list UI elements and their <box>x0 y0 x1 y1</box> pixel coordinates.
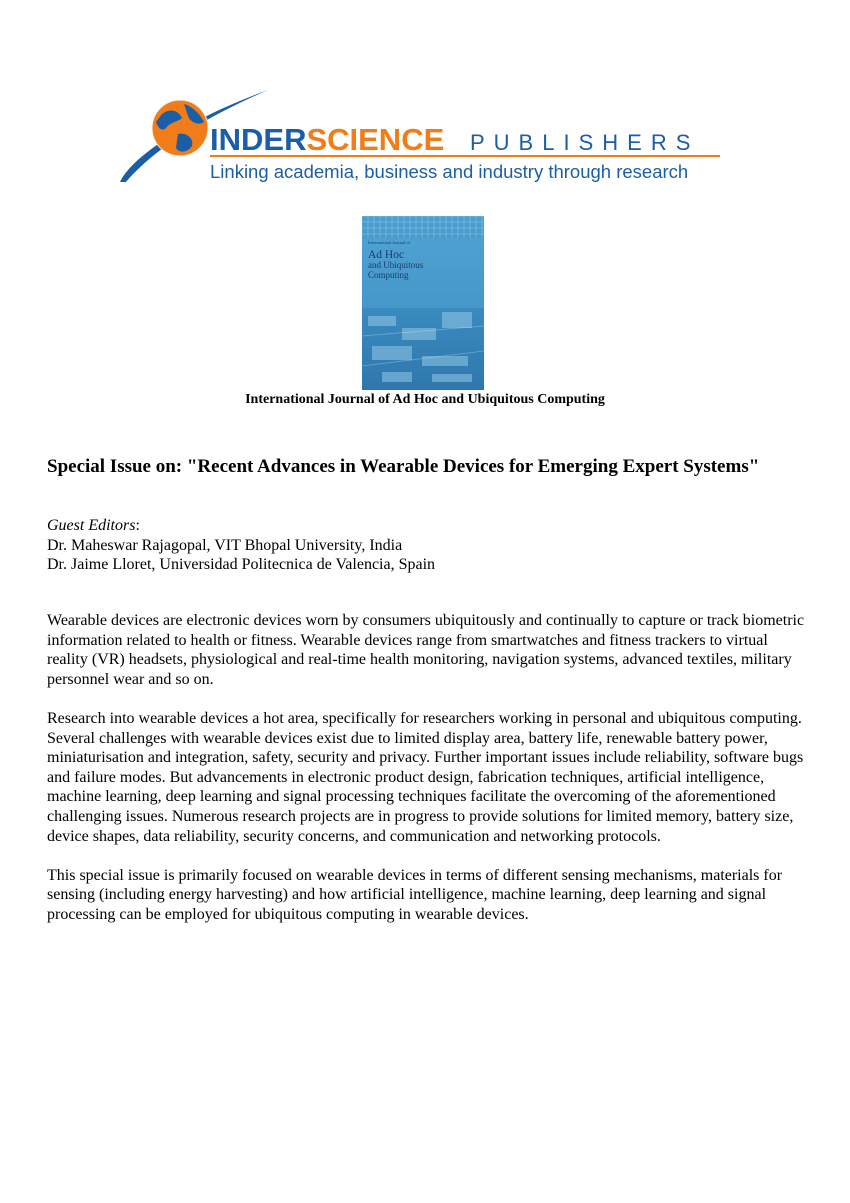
guest-editors-label: Guest Editors <box>47 517 136 534</box>
svg-text:INDERSCIENCE <box>210 122 444 157</box>
cover-title-line-1: Ad Hoc <box>368 249 405 261</box>
publisher-logo <box>118 88 728 190</box>
body-text <box>47 611 807 944</box>
guest-editors-heading: Guest Editors: <box>47 517 140 534</box>
cover-title-line-2: and Ubiquitous <box>368 260 424 270</box>
logo-tagline: Linking academia, business and industry through research <box>210 161 689 182</box>
globe-icon <box>152 100 208 156</box>
logo-publishers: PUBLISHERS <box>470 130 700 155</box>
logo-name-part2: SCIENCE <box>306 122 445 157</box>
guest-editors-section <box>47 516 807 575</box>
cover-title-line-3: Computing <box>368 270 409 280</box>
paragraph-2: Research into wearable devices a hot area, specifically for researchers working in personal and ubiquitous computing. Several challenges with wearable devices exist due to limited display area, battery life, renewable battery power, miniaturisation and integration, safety, security and privacy. Further important issues include reliability, software bugs and failure modes. But advancements in electronic product design, fabrication techniques, artificial intelligence, machine learning, deep learning and signal processing techniques facilitate the overcoming of the aforementioned challenging issues. Numerous research projects are in progress to provide solutions for limited memory, battery size, device shapes, data reliability, security concerns, and communication and networking protocols. <box>47 709 804 845</box>
guest-editor-1: Dr. Maheswar Rajagopal, VIT Bhopal University, India <box>47 536 403 554</box>
special-issue-title: Special Issue on: "Recent Advances in Wearable Devices for Emerging Expert Systems" <box>47 456 760 477</box>
logo-name-part1: INDER <box>210 122 307 157</box>
guest-editor-2: Dr. Jaime Lloret, Universidad Politecnica de Valencia, Spain <box>47 556 436 573</box>
journal-cover-image <box>362 216 484 390</box>
paragraph-1: Wearable devices are electronic devices worn by consumers ubiquitously and continually to capture or track biometric information related to health or fitness. Wearable devices range from smartwatches and fitness trackers to virtual reality (VR) headsets, physiological and real-time health monitoring, navigation systems, advanced textiles, military personnel wear and so on. <box>47 612 805 688</box>
paragraph-3: This special issue is primarily focused on wearable devices in terms of different sensing mechanisms, materials for sensing (including energy harvesting) and how artificial intelligence, machine learning, deep learning and signal processing can be employed for ubiquitous computing in wearable devices. <box>47 866 783 923</box>
cover-small-label: International Journal of <box>368 240 411 245</box>
journal-caption: International Journal of Ad Hoc and Ubiquitous Computing <box>245 392 605 407</box>
